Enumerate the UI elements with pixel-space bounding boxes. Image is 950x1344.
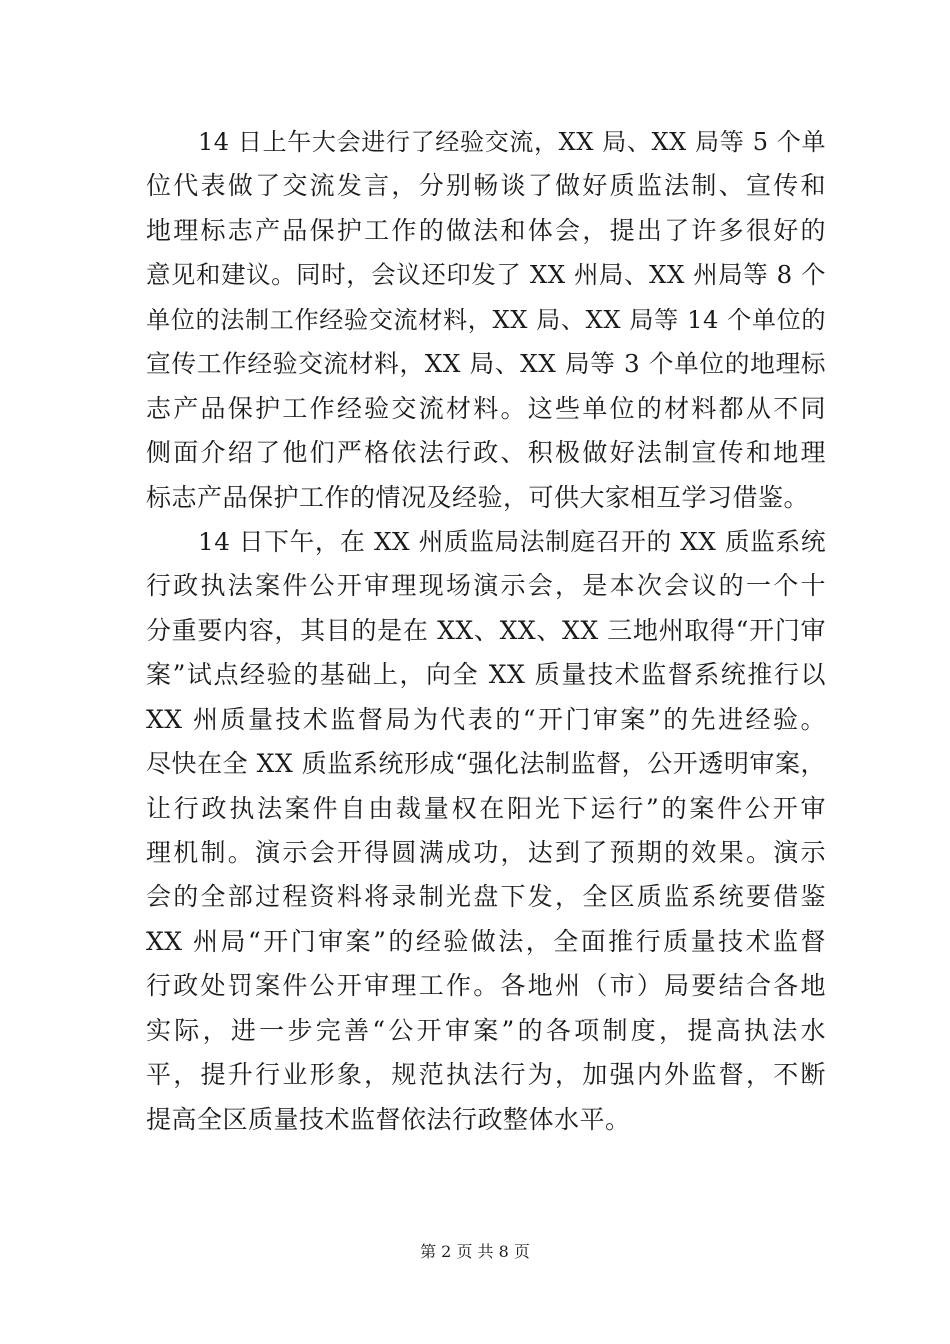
paragraph-2-line-12: 实际，进一步完善“公开审案”的各项制度，提高执法水 <box>146 1015 826 1045</box>
paragraph-1-line-6: 宣传工作经验交流材料，XX 局、XX 局等 3 个单位的地理标 <box>146 349 826 379</box>
paragraph-2-line-3: 分重要内容，其目的是在 XX、XX、XX 三地州取得“开门审 <box>146 615 826 645</box>
paragraph-2-line-2: 行政执法案件公开审理现场演示会，是本次会议的一个十 <box>146 571 826 601</box>
paragraph-1-line-4: 意见和建议。同时，会议还印发了 XX 州局、XX 州局等 8 个 <box>146 260 826 290</box>
paragraph-2-line-10: XX 州局“开门审案”的经验做法，全面推行质量技术监督 <box>146 926 826 956</box>
paragraph-1-line-7: 志产品保护工作经验交流材料。这些单位的材料都从不同 <box>146 393 826 423</box>
paragraph-1-line-9: 标志产品保护工作的情况及经验，可供大家相互学习借鉴。 <box>146 482 810 512</box>
paragraph-2-line-6: 尽快在全 XX 质监系统形成“强化法制监督，公开透明审案， <box>146 749 826 779</box>
page-number-footer: 第 2 页 共 8 页 <box>420 1242 530 1261</box>
paragraph-1-line-1: 14 日上午大会进行了经验交流，XX 局、XX 局等 5 个单 <box>198 128 826 156</box>
paragraph-1-line-3: 地理标志产品保护工作的做法和体会，提出了许多很好的 <box>146 215 826 245</box>
paragraph-2-line-8: 理机制。演示会开得圆满成功，达到了预期的效果。演示 <box>146 838 826 867</box>
paragraph-1-line-2: 位代表做了交流发言，分别畅谈了做好质监法制、宣传和 <box>146 171 826 201</box>
paragraph-2-line-14: 提高全区质量技术监督依法行政整体水平。 <box>146 1104 631 1134</box>
paragraph-2-line-13: 平，提升行业形象，规范执法行为，加强内外监督，不断 <box>146 1060 826 1090</box>
paragraph-2-line-7: 让行政执法案件自由裁量权在阳光下运行”的案件公开审 <box>146 793 826 823</box>
paragraph-2-line-11: 行政处罚案件公开审理工作。各地州（市）局要结合各地 <box>146 971 826 1001</box>
paragraph-1-line-8: 侧面介绍了他们严格依法行政、积极做好法制宣传和地理 <box>146 438 826 468</box>
paragraph-1-line-5: 单位的法制工作经验交流材料，XX 局、XX 局等 14 个单位的 <box>146 305 826 334</box>
paragraph-2-line-1: 14 日下午，在 XX 州质监局法制庭召开的 XX 质监系统 <box>198 526 826 556</box>
paragraph-2-line-9: 会的全部过程资料将录制光盘下发，全区质监系统要借鉴 <box>146 882 826 912</box>
body-text <box>146 120 826 1142</box>
paragraph-2-line-4: 案”试点经验的基础上，向全 XX 质量技术监督系统推行以 <box>146 660 826 690</box>
paragraph-2-line-5: XX 州质量技术监督局为代表的“开门审案”的先进经验。 <box>146 704 826 734</box>
